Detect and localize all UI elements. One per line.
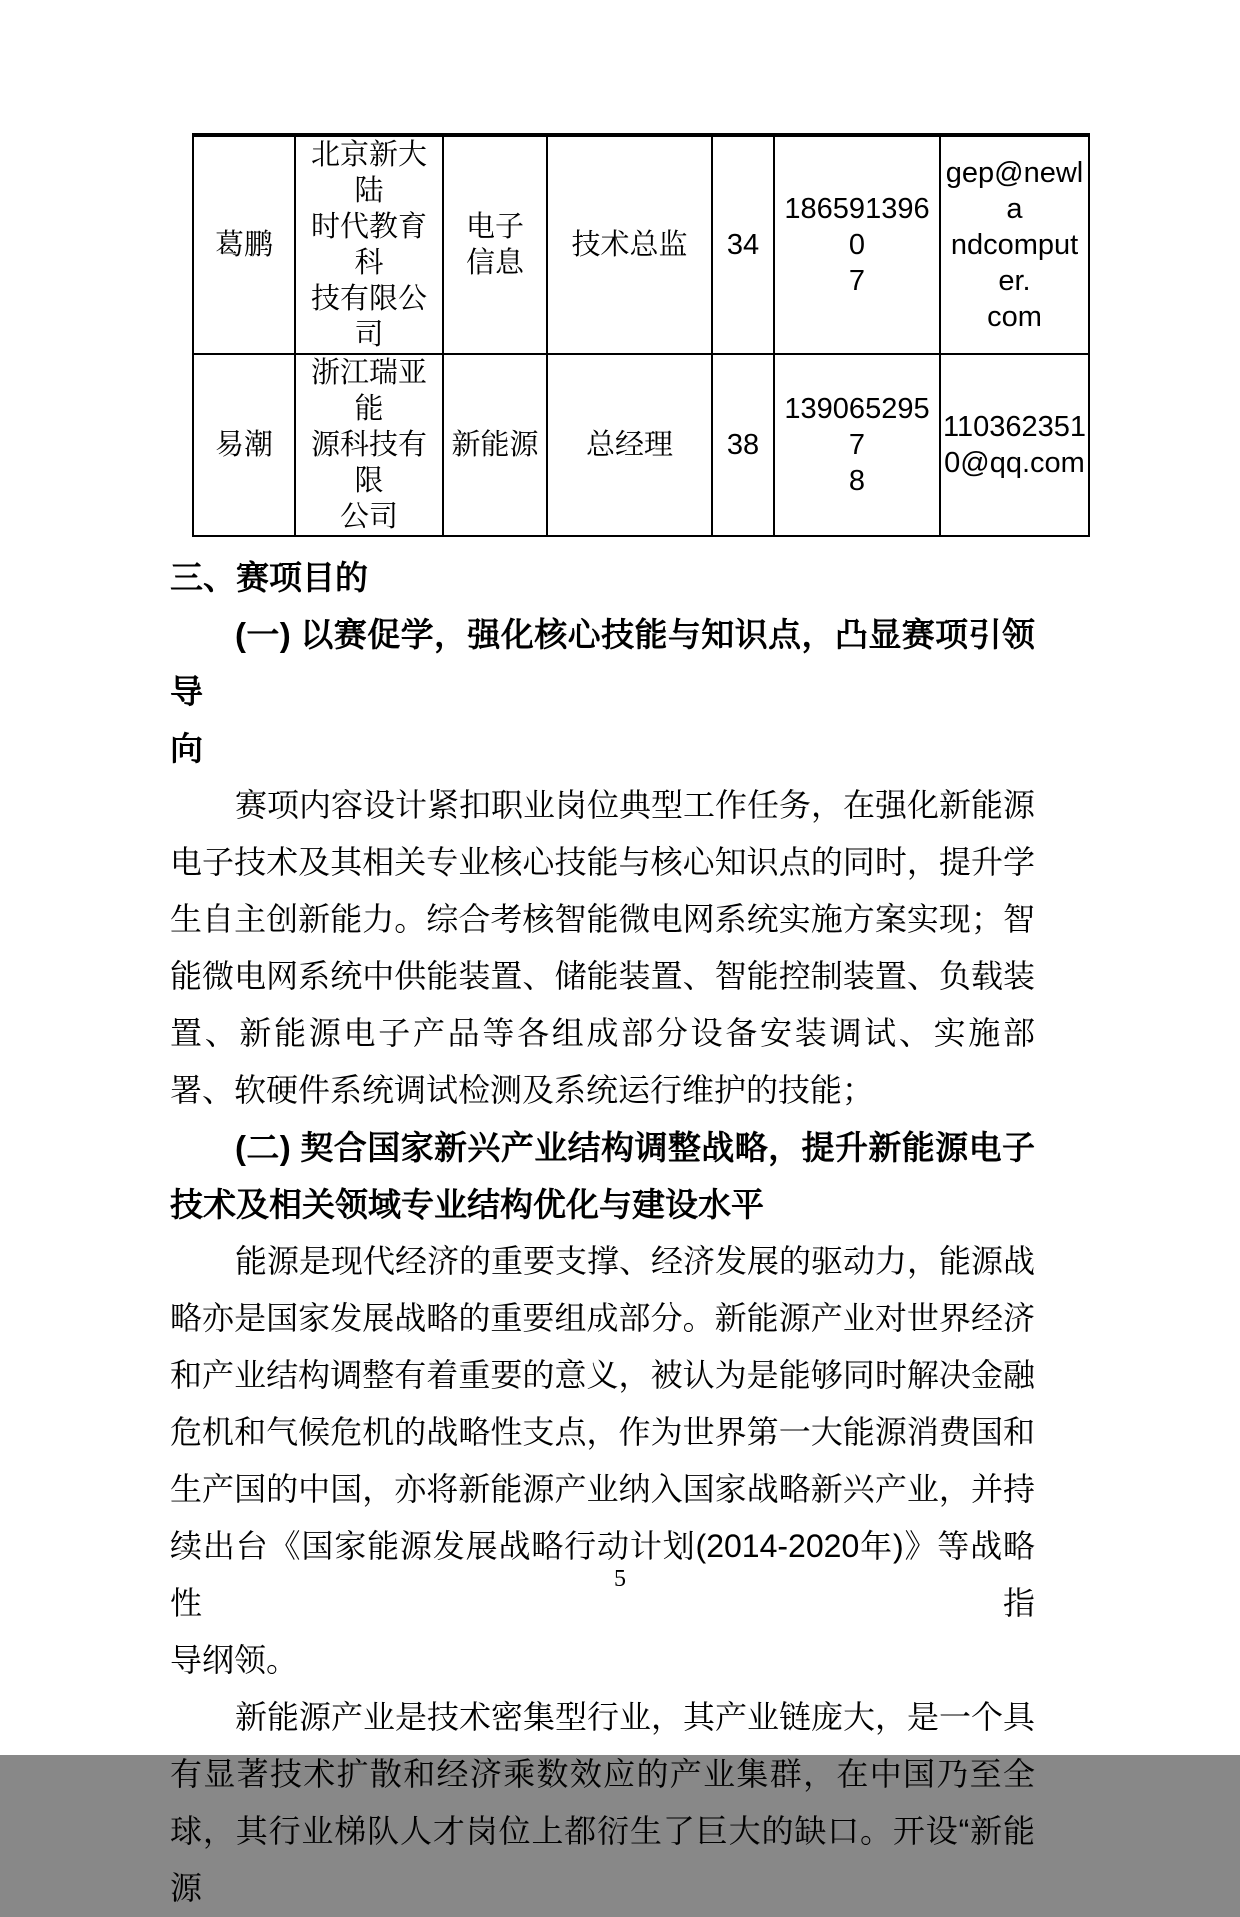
cell-company [295, 135, 443, 354]
paragraph-1 [170, 777, 1035, 1119]
text-line: 北京新大陆 [310, 139, 427, 207]
table-row [193, 135, 1089, 354]
text-line: 7 [848, 265, 866, 297]
cell-title: 技术总监 [547, 135, 712, 354]
cell-phone [774, 354, 940, 536]
text-line: 能微电网系统中供能装置、储能装置、智能控制装置、负载装 [170, 958, 1035, 994]
text-line: 技术及相关领域专业结构优化与建设水平 [170, 1186, 764, 1223]
text-line: 电子 [465, 211, 524, 243]
paragraph-3 [170, 1689, 1035, 1917]
text-line: 和产业结构调整有着重要的意义，被认为是能够同时解决金融 [170, 1357, 1035, 1393]
text-line: 公司 [339, 501, 398, 533]
text-line: 署、软硬件系统调试检测及系统运行维护的技能； [170, 1072, 875, 1108]
cell-age: 34 [712, 135, 774, 354]
text-line: 略亦是国家发展战略的重要组成部分。新能源产业对世界经济 [170, 1300, 1035, 1336]
text-line: 信息 [465, 247, 524, 279]
text-line: 有显著技术扩散和经济乘数效应的产业集群，在中国乃至全 [170, 1756, 1035, 1792]
text-line: 置、新能源电子产品等各组成部分设备安装调试、实施部 [170, 1015, 1035, 1051]
text-line: ndcomputer. [950, 229, 1079, 297]
cell-phone [774, 135, 940, 354]
text-line: (一) 以赛促学，强化核心技能与知识点，凸显赛项引领导 [170, 616, 1035, 710]
cell-age: 38 [712, 354, 774, 536]
cell-email [940, 135, 1089, 354]
text-line: 球，其行业梯队人才岗位上都衍生了巨大的缺口。开设“新能源 [170, 1813, 1035, 1906]
text-line: 生产国的中国，亦将新能源产业纳入国家战略新兴产业，并持 [170, 1471, 1035, 1507]
text-line: 110362351 [943, 411, 1087, 443]
subsection-1-heading [170, 606, 1035, 777]
cell-industry [443, 135, 547, 354]
text-line: 1390652957 [784, 393, 930, 461]
paragraph-2 [170, 1233, 1035, 1689]
text-line: 电子技术及其相关专业核心技能与核心知识点的同时，提升学 [170, 844, 1035, 880]
subsection-2-heading [170, 1119, 1035, 1233]
page-number: 5 [614, 1566, 626, 1592]
text-line: 生自主创新能力。综合考核智能微电网系统实施方案实现；智 [170, 901, 1035, 937]
text-line: 源科技有限 [310, 429, 427, 497]
cell-title: 总经理 [547, 354, 712, 536]
text-line: (二) 契合国家新兴产业结构调整战略，提升新能源电子 [235, 1129, 1035, 1166]
cell-company [295, 354, 443, 536]
cell-name: 葛鹏 [193, 135, 295, 354]
text-line: 浙江瑞亚能 [310, 357, 427, 425]
contact-table [192, 133, 1090, 537]
cell-name: 易潮 [193, 354, 295, 536]
text-line: 赛项内容设计紧扣职业岗位典型工作任务，在强化新能源 [235, 787, 1036, 823]
text-line: 0@qq.com [944, 447, 1085, 479]
text-line: gep@newla [945, 157, 1084, 225]
text-line: 新能源产业是技术密集型行业，其产业链庞大，是一个具 [235, 1699, 1036, 1735]
text-line: 1865913960 [784, 193, 930, 261]
cell-email [940, 354, 1089, 536]
text-line: 技有限公司 [310, 283, 427, 351]
text-line: 时代教育科 [310, 211, 427, 279]
text-line: 向 [170, 730, 203, 767]
section-heading: 三、赛项目的 [170, 559, 368, 596]
table-row [193, 354, 1089, 536]
text-line: 导纲领。 [170, 1642, 299, 1678]
text-line: 8 [848, 465, 866, 497]
text-line: 续出台《国家能源发展战略行动计划(2014-2020年)》等战略性指 [170, 1528, 1035, 1621]
text-line: com [987, 301, 1042, 333]
text-line: 危机和气候危机的战略性支点，作为世界第一大能源消费国和 [170, 1414, 1035, 1450]
text-line: 能源是现代经济的重要支撑、经济发展的驱动力，能源战 [235, 1243, 1036, 1279]
cell-industry: 新能源 [443, 354, 547, 536]
